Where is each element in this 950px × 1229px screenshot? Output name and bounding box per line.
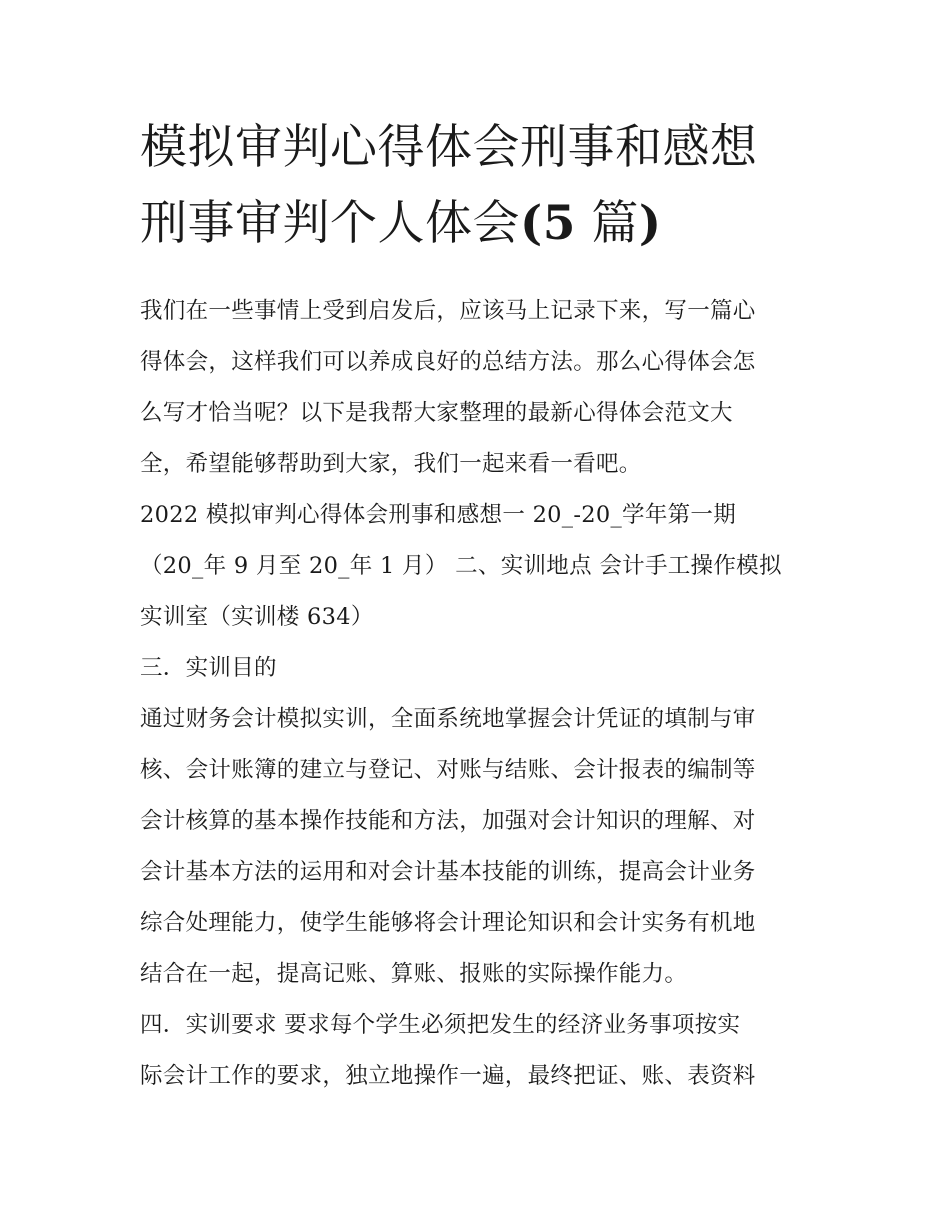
title-count-open: (5	[520, 196, 576, 251]
requirements-paragraph	[140, 1000, 820, 1102]
intro-paragraph	[140, 286, 820, 490]
text-line: 实训室（实训楼 634）	[140, 604, 374, 630]
text-line: 核、会计账簿的建立与登记、对账与结账、会计报表的编制等	[140, 757, 756, 783]
text-line: 全，希望能够帮助到大家，我们一起来看一看吧。	[140, 451, 642, 477]
training-time-place-paragraph	[140, 490, 820, 643]
text-line: 会计核算的基本操作技能和方法，加强对会计知识的理解、对	[140, 808, 756, 834]
document-title	[140, 110, 820, 262]
title-count-close: )	[638, 196, 662, 251]
text-line: 四．实训要求 要求每个学生必须把发生的经济业务事项按实	[140, 1012, 741, 1038]
text-line: 通过财务会计模拟实训，全面系统地掌握会计凭证的填制与审	[140, 706, 756, 732]
text-line: 2022 模拟审判心得体会刑事和感想一 20_-20_学年第一期	[140, 502, 737, 528]
section-heading-purpose	[140, 643, 820, 694]
purpose-paragraph	[140, 694, 820, 1000]
text-line: 得体会，这样我们可以养成良好的总结方法。那么心得体会怎	[140, 349, 756, 375]
title-line-1: 模拟审判心得体会刑事和感想	[140, 120, 758, 175]
title-line-2-text: 刑事审判个人体会	[140, 196, 520, 251]
text-line: 结合在一起，提高记账、算账、报账的实际操作能力。	[140, 961, 688, 987]
document-body	[140, 286, 820, 1102]
document-page	[140, 110, 820, 1102]
text-line: 会计基本方法的运用和对会计基本技能的训练，提高会计业务	[140, 859, 756, 885]
text-line: 际会计工作的要求，独立地操作一遍，最终把证、账、表资料	[140, 1063, 756, 1089]
text-line: （20_年 9 月至 20_年 1 月） 二、实训地点 会计手工操作模拟	[140, 553, 782, 579]
text-line: 么写才恰当呢？以下是我帮大家整理的最新心得体会范文大	[140, 400, 733, 426]
text-line: 综合处理能力，使学生能够将会计理论知识和会计实务有机地	[140, 910, 756, 936]
text-line: 三．实训目的	[140, 655, 277, 681]
text-line: 我们在一些事情上受到启发后，应该马上记录下来，写一篇心	[140, 298, 756, 324]
title-line-2	[140, 186, 820, 262]
title-count-word: 篇	[591, 196, 639, 251]
